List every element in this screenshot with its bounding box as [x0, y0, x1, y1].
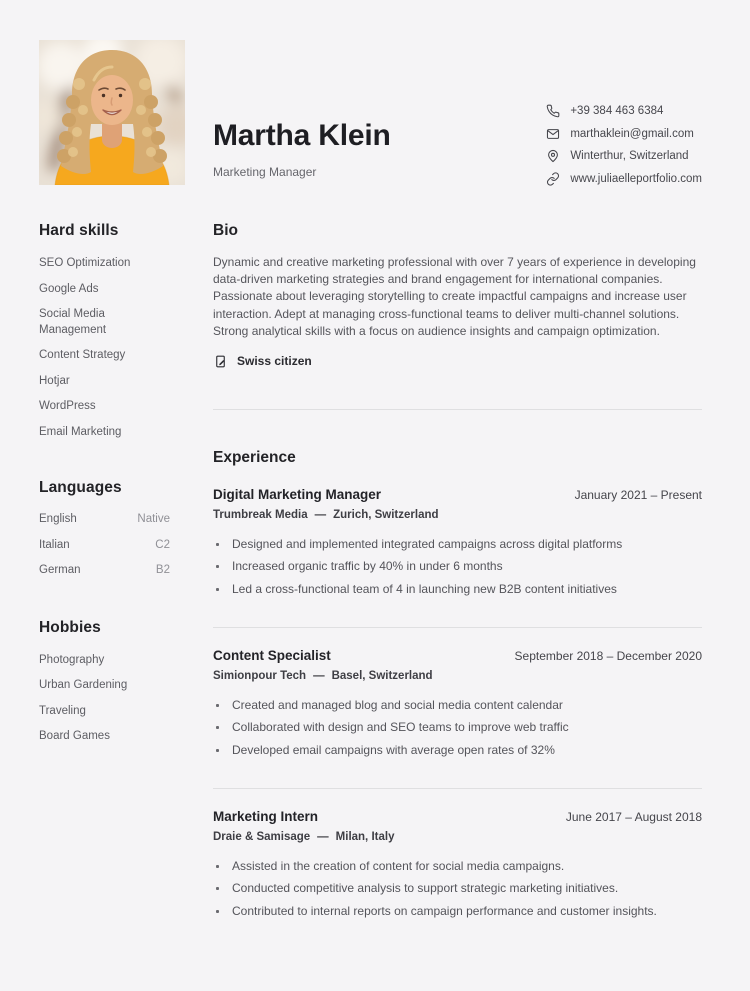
bullet-item — [213, 880, 702, 897]
hobbies-section — [39, 619, 185, 745]
skill-item: Social Media Management — [39, 308, 107, 336]
main-column — [213, 0, 702, 925]
contact-phone[interactable] — [546, 104, 702, 118]
experience-entry — [213, 648, 702, 759]
experience-entry — [213, 809, 702, 920]
entry-bullets — [213, 536, 702, 598]
company-name: Trumbreak Media — [213, 508, 308, 521]
contact-website[interactable] — [546, 172, 702, 186]
language-level: Native — [137, 513, 170, 525]
company-location: Basel, Switzerland — [331, 669, 433, 682]
hobbies-heading: Hobbies — [39, 618, 101, 636]
bullet-text: Increased organic traffic by 40% in under 6 months — [232, 559, 503, 574]
bullet-item — [213, 697, 702, 714]
entry-title: Content Specialist — [213, 647, 331, 663]
entry-head — [213, 487, 702, 502]
bullet-text: Conducted competitive analysis to support strategic marketing initiatives. — [232, 881, 619, 896]
bio-heading: Bio — [213, 221, 238, 239]
identity-block — [213, 104, 391, 186]
language-name: Italian — [39, 538, 70, 551]
hobby-item: Board Games — [39, 730, 110, 742]
skill-item: Content Strategy — [39, 349, 126, 361]
hard-skills-list — [39, 256, 185, 440]
bullet-dot — [216, 543, 219, 546]
hard-skills-heading: Hard skills — [39, 222, 119, 239]
languages-list — [39, 512, 170, 579]
bullet-dot — [216, 565, 219, 568]
language-row — [39, 538, 170, 554]
entry-bullets — [213, 858, 702, 920]
language-level: C2 — [155, 538, 170, 551]
email-icon — [546, 127, 560, 141]
bullet-item — [213, 581, 702, 598]
language-name: English — [39, 513, 77, 525]
company-name: Draie & Samisage — [213, 830, 311, 843]
hobby-item: Traveling — [39, 704, 86, 717]
entry-company-line — [213, 670, 702, 682]
bullet-dot — [216, 749, 219, 752]
company-location-separator: — — [317, 830, 329, 843]
bio-text: Dynamic and creative marketing professional with over 7 years of experience in developing data-driven marketing strategies and brand engagement for international companies. Passionate about leveraging storytelling to create impactful campaigns and increase user interaction. Adept at managing cross-functional teams to deliver multi-channel solutions. Strong analytical skills with a focus on audience insights and campaign optimization. — [213, 254, 696, 339]
bullet-dot — [216, 588, 219, 591]
location-text: Winterthur, Switzerland — [570, 150, 689, 162]
phone-number: +39 384 463 6384 — [570, 105, 664, 117]
bullet-text: Created and managed blog and social media content calendar — [232, 697, 563, 712]
company-location-separator: — — [314, 508, 327, 521]
entry-title: Digital Marketing Manager — [213, 486, 382, 502]
hobby-item: Urban Gardening — [39, 679, 128, 691]
phone-icon — [546, 104, 560, 118]
bullet-text: Assisted in the creation of content for social media campaigns. — [232, 858, 565, 873]
bullet-item — [213, 742, 702, 759]
skill-item: Email Marketing — [39, 425, 122, 438]
skill-item: Hotjar — [39, 374, 70, 387]
bullet-item — [213, 858, 702, 875]
language-row — [39, 563, 170, 579]
bullet-item — [213, 719, 702, 736]
link-icon — [546, 172, 560, 186]
bullet-text: Contributed to internal reports on campaign performance and customer insights. — [232, 903, 657, 918]
entry-company-line — [213, 509, 702, 521]
bullet-item — [213, 536, 702, 553]
citizenship-text: Swiss citizen — [237, 354, 312, 369]
bullet-dot — [216, 887, 219, 890]
person-name: Martha Klein — [213, 119, 391, 152]
languages-section — [39, 479, 185, 579]
bullet-item — [213, 558, 702, 575]
sidebar — [39, 40, 185, 755]
skill-item: WordPress — [39, 400, 96, 412]
document-pen-icon — [213, 354, 228, 369]
language-level: B2 — [155, 564, 170, 576]
person-job-title: Marketing Manager — [213, 165, 317, 179]
entry-divider — [213, 627, 702, 628]
bio-section — [213, 222, 702, 369]
experience-entry — [213, 487, 702, 598]
entry-dates: January 2021 – Present — [574, 487, 702, 502]
contact-email[interactable] — [546, 127, 702, 141]
company-name: Simionpour Tech — [213, 669, 307, 682]
profile-photo — [39, 40, 185, 185]
experience-section — [213, 449, 702, 920]
company-location: Zurich, Switzerland — [333, 508, 439, 521]
entry-divider — [213, 788, 702, 789]
header — [213, 104, 702, 186]
company-location-separator: — — [313, 669, 325, 682]
entry-title: Marketing Intern — [213, 808, 319, 824]
bullet-dot — [216, 865, 219, 868]
entry-company-line — [213, 831, 702, 843]
bullet-dot — [216, 910, 219, 913]
bullet-text: Designed and implemented integrated campaigns across digital platforms — [232, 536, 623, 551]
language-row — [39, 512, 170, 528]
contact-block — [546, 104, 702, 186]
bullet-text: Collaborated with design and SEO teams to improve web traffic — [232, 720, 569, 735]
bullet-dot — [216, 704, 219, 707]
company-location: Milan, Italy — [335, 830, 395, 843]
section-divider — [213, 409, 702, 410]
citizenship-row — [213, 354, 702, 369]
language-name: German — [39, 564, 81, 576]
email-address: marthaklein@gmail.com — [570, 127, 694, 140]
entry-bullets — [213, 697, 702, 759]
bullet-dot — [216, 726, 219, 729]
bullet-text: Led a cross-functional team of 4 in launching new B2B content initiatives — [232, 581, 617, 596]
hard-skills-section — [39, 222, 185, 440]
skill-item: SEO Optimization — [39, 257, 131, 269]
experience-heading: Experience — [213, 448, 296, 466]
location-icon — [546, 149, 560, 163]
bullet-item — [213, 903, 702, 920]
entry-head — [213, 809, 702, 824]
website-url: www.juliaelleportfolio.com — [570, 172, 702, 185]
skill-item: Google Ads — [39, 282, 99, 295]
hobbies-list — [39, 653, 185, 745]
entry-dates: June 2017 – August 2018 — [565, 809, 702, 824]
entry-head — [213, 648, 702, 663]
entry-dates: September 2018 – December 2020 — [514, 648, 702, 663]
contact-location — [546, 149, 702, 163]
hobby-item: Photography — [39, 653, 105, 666]
bullet-text: Developed email campaigns with average open rates of 32% — [232, 742, 555, 757]
languages-heading: Languages — [39, 479, 122, 496]
